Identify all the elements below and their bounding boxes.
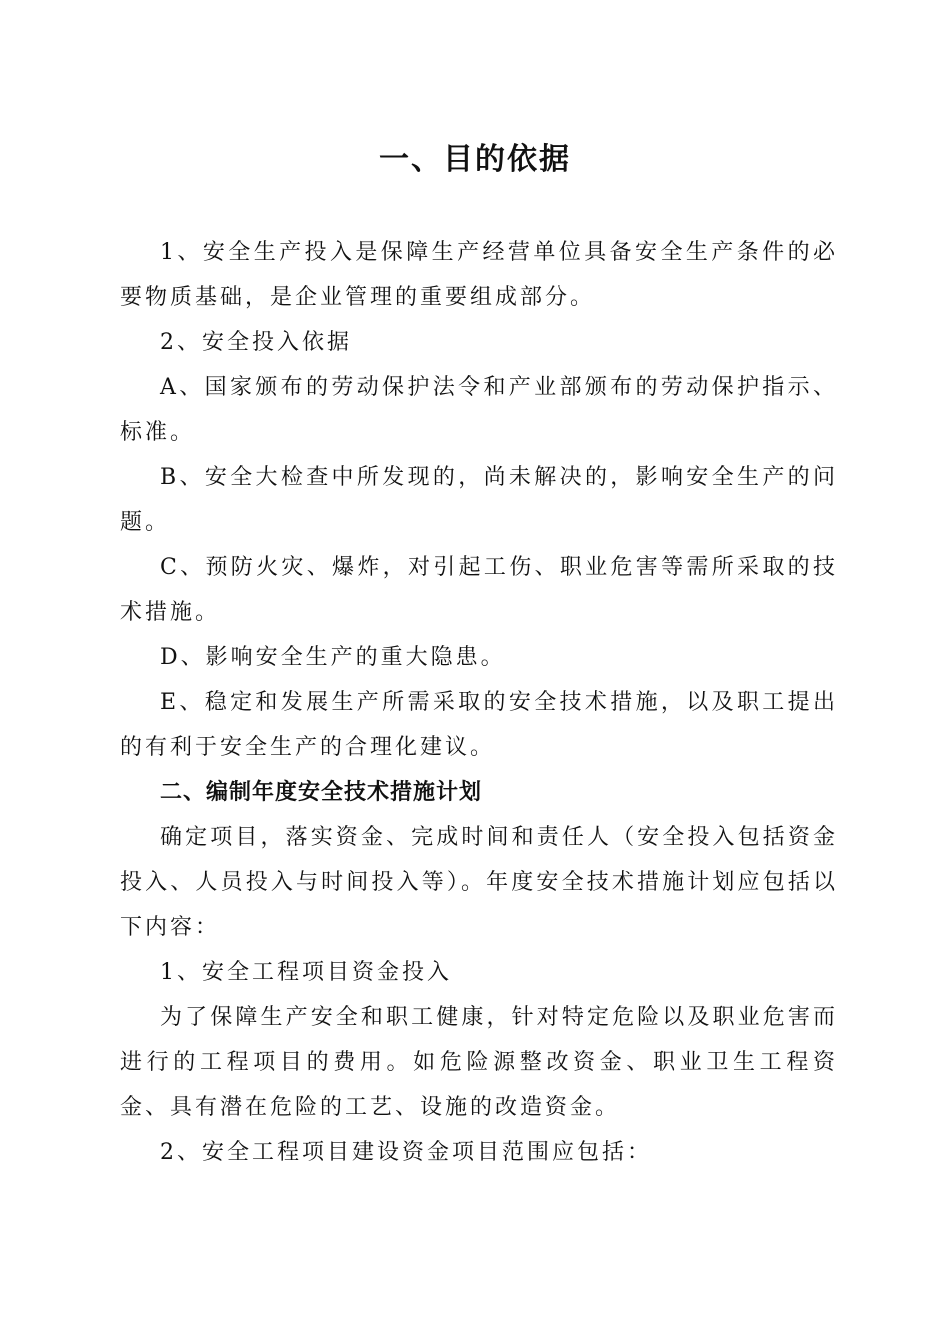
paragraph-item-d: D、影响安全生产的重大隐患。 xyxy=(160,645,506,670)
section-2-paragraph-4: 2、安全工程项目建设资金项目范围应包括： xyxy=(160,1140,652,1165)
paragraph-1: 1、安全生产投入是保障生产经营单位具备安全生产条件的必要物质基础，是企业管理的重要组成部分。 xyxy=(120,240,838,310)
document-body xyxy=(120,230,838,1175)
page-title: 一、目的依据 xyxy=(379,142,571,177)
section-2-paragraph-3: 为了保障生产安全和职工健康，针对特定危险以及职业危害而进行的工程项目的费用。如危险源整改资金、职业卫生工程资金、具有潜在危险的工艺、设施的改造资金。 xyxy=(120,1005,838,1120)
paragraph-item-c: C、预防火灾、爆炸，对引起工伤、职业危害等需所采取的技术措施。 xyxy=(120,555,838,625)
paragraph-item-b: B、安全大检查中所发现的，尚未解决的，影响安全生产的问题。 xyxy=(120,465,838,535)
section-2-heading: 二、编制年度安全技术措施计划 xyxy=(160,780,483,805)
paragraph-item-e: E、稳定和发展生产所需采取的安全技术措施，以及职工提出的有利于安全生产的合理化建议。 xyxy=(120,690,838,760)
section-2-paragraph-2: 1、安全工程项目资金投入 xyxy=(160,960,452,985)
section-2-paragraph-1: 确定项目，落实资金、完成时间和责任人（安全投入包括资金投入、人员投入与时间投入等）。年度安全技术措施计划应包括以下内容： xyxy=(120,825,838,940)
paragraph-2: 2、安全投入依据 xyxy=(160,330,352,355)
paragraph-item-a: A、国家颁布的劳动保护法令和产业部颁布的劳动保护指示、标准。 xyxy=(120,375,838,445)
